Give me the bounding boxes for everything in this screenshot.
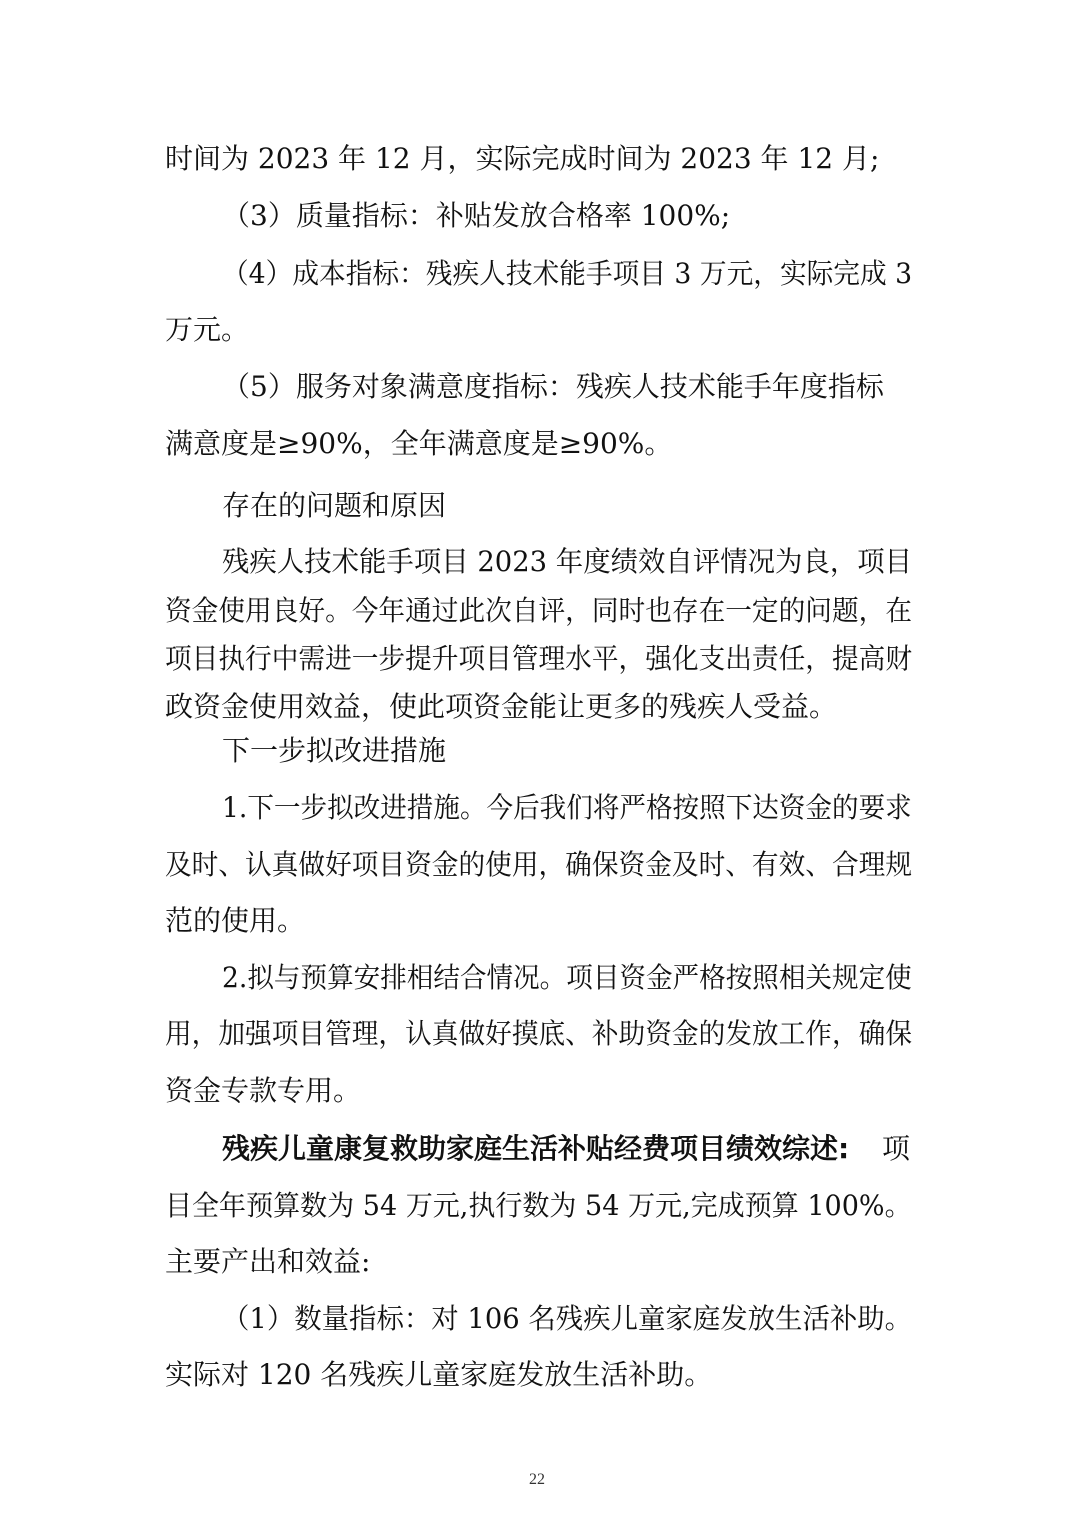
line-text: 1.下一步拟改进措施。今后我们将严格按照下达资金的要求 [222, 791, 912, 824]
text-line [0, 642, 1074, 685]
page-number: 22 [529, 1471, 545, 1488]
section-heading [0, 734, 1074, 777]
line-text: 及时、认真做好项目资金的使用，确保资金及时、有效、合理规 [165, 848, 913, 881]
text-line [0, 142, 1074, 185]
text-line [0, 1017, 1074, 1060]
text-line [0, 904, 1074, 947]
text-line [0, 848, 1074, 891]
line-text: 政资金使用效益，使此项资金能让更多的残疾人受益。 [165, 690, 838, 723]
line-text: 资金使用良好。今年通过此次自评，同时也存在一定的问题，在 [165, 594, 913, 627]
line-text: 用，加强项目管理，认真做好摸底、补助资金的发放工作，确保 [165, 1017, 913, 1050]
line-text: 范的使用。 [165, 904, 306, 937]
text-line [0, 961, 1074, 1004]
line-text: 实际对 120 名残疾儿童家庭发放生活补助。 [165, 1358, 713, 1391]
text-line [0, 199, 1074, 242]
text-line [0, 1189, 1074, 1232]
line-text: （4）成本指标：残疾人技术能手项目 3 万元，实际完成 3 [222, 257, 913, 290]
section2-heading-line [0, 1132, 1074, 1175]
text-line [0, 791, 1074, 834]
section2-heading: 残疾儿童康复救助家庭生活补贴经费项目绩效综述: [222, 1132, 850, 1165]
section2-heading-tail: 项 [882, 1132, 911, 1165]
line-text: （5）服务对象满意度指标：残疾人技术能手年度指标 [222, 370, 884, 403]
heading-text: 存在的问题和原因 [222, 489, 447, 522]
line-text: 项目执行中需进一步提升项目管理水平，强化支出责任，提高财 [165, 642, 913, 675]
text-line [0, 594, 1074, 637]
line-text: 残疾人技术能手项目 2023 年度绩效自评情况为良，项目 [222, 545, 913, 578]
line-text: 资金专款专用。 [165, 1074, 362, 1107]
text-line [0, 690, 1074, 733]
section-heading [0, 489, 1074, 532]
text-line [0, 370, 1074, 413]
line-text: 目全年预算数为 54 万元,执行数为 54 万元,完成预算 100%。 [165, 1189, 912, 1222]
text-line [0, 257, 1074, 300]
line-text: 2.拟与预算安排相结合情况。项目资金严格按照相关规定使 [222, 961, 912, 994]
line-text: 万元。 [165, 313, 250, 346]
line-text: 满意度是≥90%，全年满意度是≥90%。 [165, 427, 673, 460]
heading-text: 下一步拟改进措施 [222, 734, 447, 767]
text-line [0, 1302, 1074, 1345]
text-line [0, 1074, 1074, 1117]
line-text: （3）质量指标：补贴发放合格率 100%; [222, 199, 731, 232]
text-line [0, 313, 1074, 356]
text-line [0, 1358, 1074, 1401]
line-text: （1）数量指标：对 106 名残疾儿童家庭发放生活补助。 [222, 1302, 913, 1335]
text-line [0, 1245, 1074, 1288]
line-text: 时间为 2023 年 12 月，实际完成时间为 2023 年 12 月; [165, 142, 880, 175]
line-text: 主要产出和效益: [165, 1245, 371, 1278]
text-line [0, 427, 1074, 470]
text-line [0, 545, 1074, 588]
